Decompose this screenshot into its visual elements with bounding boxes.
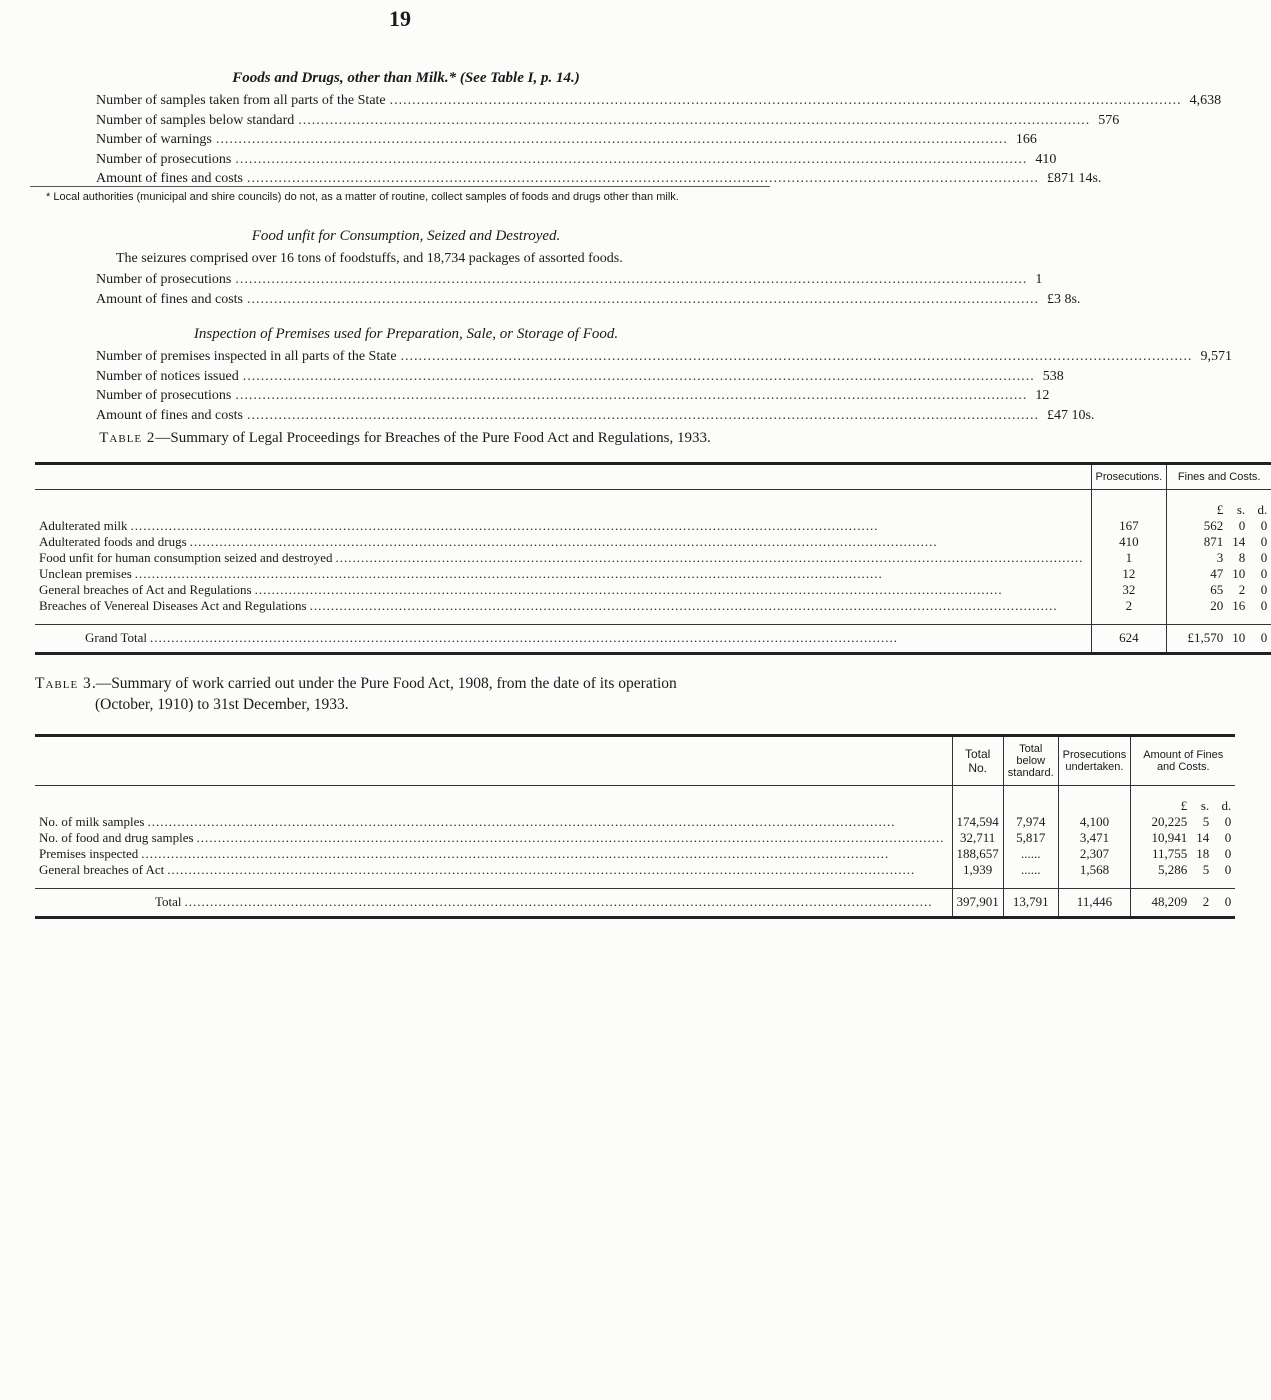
table-row: Adulterated milk ..... 167 562 0 0: [35, 518, 1271, 534]
table-row: Premises inspected ..... 188,657 ...... 2,307 11,755 18 0: [35, 846, 1235, 862]
table3-header-total: Total No.: [952, 736, 1003, 786]
stat-label: Number of warnings: [96, 132, 212, 147]
table-row: Unclean premises ..... 12 47 10 0: [35, 566, 1271, 582]
stat-label: Number of prosecutions: [96, 272, 232, 287]
table3-total-row: Total ..... 397,901 13,791 11,446 48,209 2 0: [35, 889, 1235, 918]
stat-line: [96, 91, 1222, 111]
table-row: Adulterated foods and drugs ..... 410 871 14 0: [35, 534, 1271, 550]
table3: [35, 734, 1235, 919]
stat-label: Number of notices issued: [96, 368, 239, 384]
stat-line: [96, 270, 1043, 290]
inspection-title: Inspection of Premises used for Preparation, Sale, or Storage of Food.: [193, 326, 619, 342]
table3-units: £ s. d.: [1180, 798, 1232, 813]
table2-title: Table 2—Summary of Legal Proceedings for Breaches of the Pure Food Act and Regulations, 1933.: [99, 430, 711, 446]
table2-units: £ s. d.: [1216, 502, 1268, 517]
table2-header-prosecutions: Prosecutions.: [1091, 464, 1167, 490]
table-row: General breaches of Act and Regulations ..... 32 65 2 0: [35, 582, 1271, 598]
stat-value: £3 8s.: [1046, 291, 1081, 307]
page-number: 19: [389, 6, 411, 31]
footnote-rule: [30, 186, 770, 187]
inspection-section: [96, 326, 1233, 425]
footnote: * Local authorities (municipal and shire councils) do not, as a matter of routine, collect samples of foods and drugs other than milk.: [46, 191, 679, 203]
stat-label: Amount of fines and costs: [96, 171, 243, 186]
table3-header-prosecutions: Prosecutions undertaken.: [1058, 736, 1131, 786]
table2-total-row: Grand Total ..... 624 £1,570 10 0: [35, 625, 1271, 654]
stat-label: Number of prosecutions: [96, 151, 232, 167]
table-row: No. of milk samples ..... 174,594 7,974 4,100 20,225 5 0: [35, 814, 1235, 830]
stat-line: [96, 367, 1064, 387]
stat-line: [96, 290, 1081, 310]
table-row: Breaches of Venereal Diseases Act and Regulations ..... 2 20 16 0: [35, 598, 1271, 625]
stat-value: 166: [1015, 132, 1037, 147]
food-unfit-title: Food unfit for Consumption, Seized and Destroyed.: [251, 228, 561, 244]
stat-label: Number of prosecutions: [96, 388, 232, 403]
stat-label: Amount of fines and costs: [96, 291, 243, 307]
table-row: Food unfit for human consumption seized and destroyed ..... 1 3 8 0: [35, 550, 1271, 566]
stat-value: 12: [1035, 388, 1050, 403]
stat-line: [96, 347, 1233, 367]
stat-line: [96, 130, 1037, 150]
stat-label: Number of samples taken from all parts of the State: [96, 93, 386, 108]
stat-value: 538: [1042, 368, 1064, 384]
table3-header-fines: Amount of Fines and Costs.: [1131, 736, 1236, 786]
stat-value: £871 14s.: [1046, 171, 1102, 186]
food-unfit-text: The seizures comprised over 16 tons of foodstuffs, and 18,734 packages of assorted foods.: [116, 251, 623, 266]
stat-value: £47 10s.: [1046, 407, 1095, 423]
table3-title: Table 3.—Summary of work carried out under the Pure Food Act, 1908, from the date of its operation (October, 1910) to 31st December, 1933.: [35, 675, 677, 713]
table2-header-fines: Fines and Costs.: [1167, 464, 1271, 490]
stat-value: 576: [1098, 112, 1120, 128]
table3-header-below: Total below standard.: [1003, 736, 1058, 786]
foods-drugs-section: [96, 70, 1222, 189]
table-row: General breaches of Act ..... 1,939 ...... 1,568 5,286 5 0: [35, 862, 1235, 889]
stat-line: [96, 406, 1095, 426]
table2: [35, 462, 1271, 655]
stat-label: Amount of fines and costs: [96, 407, 243, 423]
food-unfit-section: [96, 228, 1081, 309]
stat-line: [96, 386, 1050, 406]
table-row: No. of food and drug samples ..... 32,711 5,817 3,471 10,941 14 0: [35, 830, 1235, 846]
stat-label: Number of samples below standard: [96, 112, 295, 128]
stat-line: [96, 111, 1120, 131]
foods-drugs-title: Foods and Drugs, other than Milk.* (See Table I, p. 14.): [232, 70, 580, 86]
stat-value: 410: [1035, 151, 1057, 167]
stat-value: 4,638: [1189, 93, 1222, 108]
stat-value: 1: [1035, 272, 1043, 287]
stat-line: [96, 150, 1057, 170]
stat-label: Number of premises inspected in all parts of the State: [96, 349, 397, 364]
stat-value: 9,571: [1200, 349, 1233, 364]
